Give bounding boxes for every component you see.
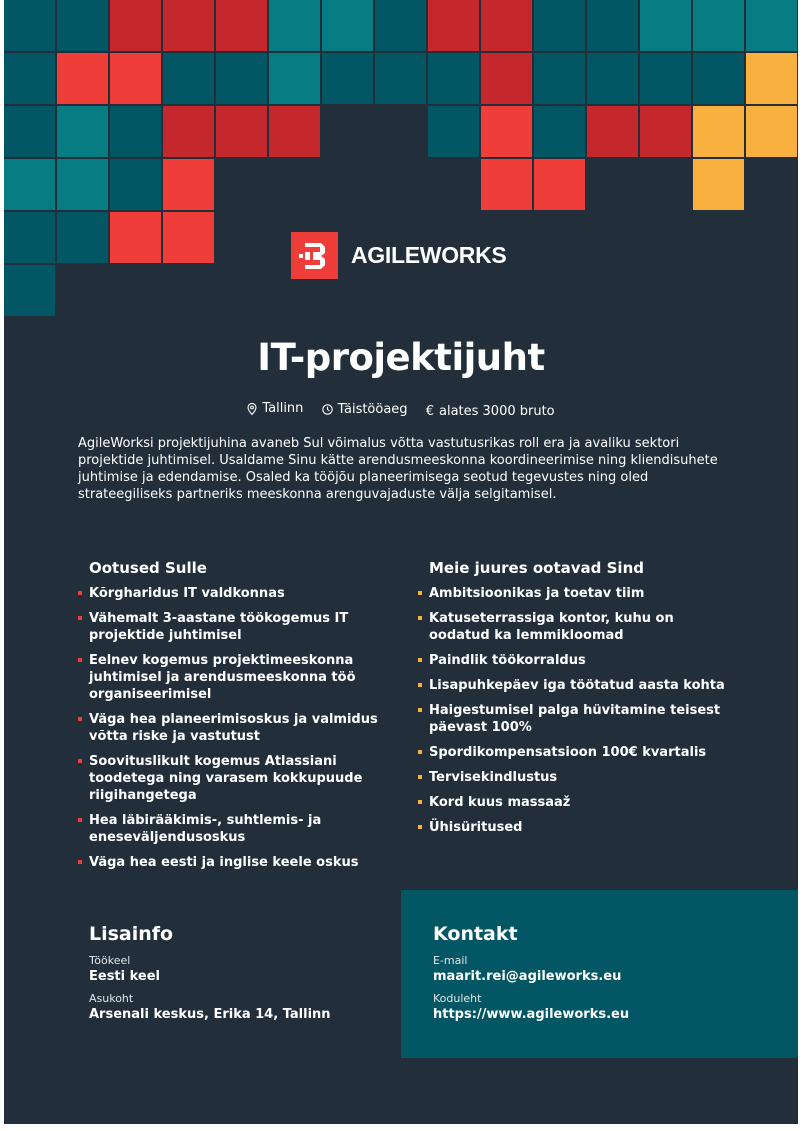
list-item (78, 652, 398, 703)
list-item (418, 610, 738, 644)
mosaic-tile (4, 265, 55, 316)
list-item (78, 711, 398, 745)
mosaic-tile (4, 53, 55, 104)
mosaic-tile (216, 106, 267, 157)
mosaic-tile (693, 106, 744, 157)
mosaic-tile (4, 212, 55, 263)
mosaic-tile (640, 106, 691, 157)
bullet-icon (78, 759, 82, 763)
list-item-text: Paindlik töökorraldus (429, 653, 586, 668)
expectations-list (78, 585, 398, 871)
bullet-icon (78, 717, 82, 721)
list-item (418, 744, 738, 761)
mosaic-tile (216, 53, 267, 104)
mosaic-tile (269, 53, 320, 104)
mosaic-tile (428, 0, 479, 51)
place-value: Arsenali keskus, Erika 14, Tallinn (89, 1007, 331, 1022)
mosaic-tile (322, 0, 373, 51)
list-item-text: Haigestumisel palga hüvitamine teisest päevast 100% (429, 703, 721, 735)
bullet-icon (418, 750, 422, 754)
mosaic-tile (163, 212, 214, 263)
mosaic-tile (57, 106, 108, 157)
mosaic-tile (640, 0, 691, 51)
list-item-text: Ambitsioonikas ja toetav tiim (429, 586, 645, 601)
email-link[interactable]: maarit.rei@agileworks.eu (433, 969, 622, 984)
mosaic-tile (269, 0, 320, 51)
list-item (418, 702, 738, 736)
mosaic-tile (269, 106, 320, 157)
bullet-icon (78, 658, 82, 662)
mosaic-tile (693, 0, 744, 51)
bullet-icon (78, 616, 82, 620)
list-item (418, 677, 738, 694)
brand-name: AGILEWORKS (351, 242, 507, 268)
list-item (78, 610, 398, 644)
mosaic-tile (110, 106, 161, 157)
contact-section (433, 923, 773, 1030)
job-meta (4, 401, 798, 419)
mosaic-tile (428, 53, 479, 104)
mosaic-tile (110, 159, 161, 210)
mosaic-tile (4, 106, 55, 157)
extra-info-heading: Lisainfo (89, 923, 174, 945)
benefits-heading: Meie juures ootavad Sind (429, 559, 644, 577)
bullet-icon (78, 860, 82, 864)
clock-icon (322, 404, 333, 415)
mosaic-tile (110, 212, 161, 263)
mosaic-tile (481, 53, 532, 104)
mosaic-tile (746, 0, 797, 51)
mosaic-tile (481, 106, 532, 157)
list-item (418, 585, 738, 602)
mosaic-tile (693, 53, 744, 104)
job-title: IT-projektijuht (257, 336, 545, 379)
bullet-icon (78, 818, 82, 822)
list-item-text: Eelnev kogemus projektimeeskonna juhtimisel ja arendusmeeskonna töö organiseerimisel (89, 653, 356, 702)
list-item-text: Väga hea eesti ja inglise keele oskus (89, 855, 359, 870)
bullet-icon (418, 616, 422, 620)
bullet-icon (78, 591, 82, 595)
bullet-icon (418, 775, 422, 779)
mosaic-tile (587, 106, 638, 157)
workload-item (322, 402, 408, 417)
logo-mark-icon (291, 232, 338, 279)
mosaic-tile (746, 53, 797, 104)
list-item (78, 753, 398, 804)
list-item (418, 794, 738, 811)
mosaic-tile (57, 0, 108, 51)
mosaic-tile (428, 106, 479, 157)
workload-text: Täistööaeg (337, 401, 408, 417)
mosaic-tile (4, 159, 55, 210)
bullet-icon (418, 591, 422, 595)
location-pin-icon (247, 403, 257, 415)
mosaic-tile (57, 212, 108, 263)
bullet-icon (418, 800, 422, 804)
location-text: Tallinn (262, 401, 304, 416)
list-item-text: Kord kuus massaaž (429, 795, 571, 810)
website-label: Koduleht (433, 992, 482, 1005)
salary-text: alates 3000 bruto (438, 403, 555, 419)
extra-info-section (89, 923, 389, 1030)
mosaic-tile (57, 159, 108, 210)
contact-panel (401, 890, 798, 1058)
list-item (418, 819, 738, 836)
mosaic-tile (163, 106, 214, 157)
bullet-icon (418, 683, 422, 687)
euro-icon: € (425, 403, 434, 419)
mosaic-tile (4, 0, 55, 51)
mosaic-tile (693, 159, 744, 210)
mosaic-tile (481, 0, 532, 51)
list-item-text: Soovituslikult kogemus Atlassiani toodetega ning varasem kokkupuude riigihangetega (89, 754, 363, 803)
benefits-list (418, 585, 738, 836)
mosaic-tile (375, 53, 426, 104)
list-item-text: Katuseterrassiga kontor, kuhu on oodatud ka lemmikloomad (429, 611, 674, 643)
list-item (418, 652, 738, 669)
mosaic-tile (110, 53, 161, 104)
mosaic-tile (534, 159, 585, 210)
list-item-text: Vähemalt 3-aastane töökogemus IT projektide juhtimisel (89, 611, 349, 643)
bullet-icon (418, 658, 422, 662)
agileworks-logo (291, 232, 506, 279)
mosaic-tile (375, 0, 426, 51)
mosaic-tile (163, 159, 214, 210)
list-item-text: Väga hea planeerimisoskus ja valmidus võtta riske ja vastutust (89, 712, 378, 744)
list-item-text: Ühisüritused (429, 820, 523, 835)
mosaic-tile (587, 53, 638, 104)
mosaic-tile (587, 0, 638, 51)
mosaic-tile (746, 106, 797, 157)
place-label: Asukoht (89, 992, 134, 1005)
language-label: Töökeel (89, 954, 131, 967)
list-item-text: Kõrgharidus IT valdkonnas (89, 586, 285, 601)
list-item-text: Hea läbirääkimis-, suhtlemis- ja eneseväljendusoskus (89, 813, 322, 845)
mosaic-tile (640, 53, 691, 104)
email-label: E-mail (433, 954, 468, 967)
bullet-icon (418, 708, 422, 712)
list-item (78, 812, 398, 846)
list-item-text: Tervisekindlustus (429, 770, 558, 785)
list-item-text: Spordikompensatsioon 100€ kvartalis (429, 745, 707, 760)
mosaic-tile (534, 106, 585, 157)
contact-heading: Kontakt (433, 923, 518, 945)
mosaic-tile (322, 53, 373, 104)
mosaic-tile (481, 159, 532, 210)
mosaic-tile (163, 53, 214, 104)
list-item (78, 854, 398, 871)
bullet-icon (418, 825, 422, 829)
mosaic-tile (163, 0, 214, 51)
mosaic-tile (534, 53, 585, 104)
mosaic-tile (57, 53, 108, 104)
job-poster (4, 0, 798, 1124)
location-item (247, 401, 303, 416)
list-item (418, 769, 738, 786)
benefits-section (418, 559, 738, 844)
mosaic-tile (534, 0, 585, 51)
mosaic-tile (216, 0, 267, 51)
expectations-section (78, 559, 398, 879)
list-item-text: Lisapuhkepäev iga töötatud aasta kohta (429, 678, 725, 693)
list-item (78, 585, 398, 602)
job-description: AgileWorksi projektijuhina avaneb Sul võimalus võtta vastutusrikas roll era ja avaliku sektori projektide juhtimisel. Usaldame Sinu kätte arendusmeeskonna koordineerimise ning kliendisuhete juhtimise ja edendamise. Osaled ka tööjõu planeerimisega seotud tegevustes ning oled strateegiliseks partneriks meeskonna arenguvajaduste välja selgitamisel. (78, 436, 718, 502)
language-value: Eesti keel (89, 969, 161, 984)
expectations-heading: Ootused Sulle (89, 559, 207, 577)
mosaic-tile (110, 0, 161, 51)
salary-item (426, 404, 555, 419)
website-link[interactable]: https://www.agileworks.eu (433, 1007, 630, 1022)
